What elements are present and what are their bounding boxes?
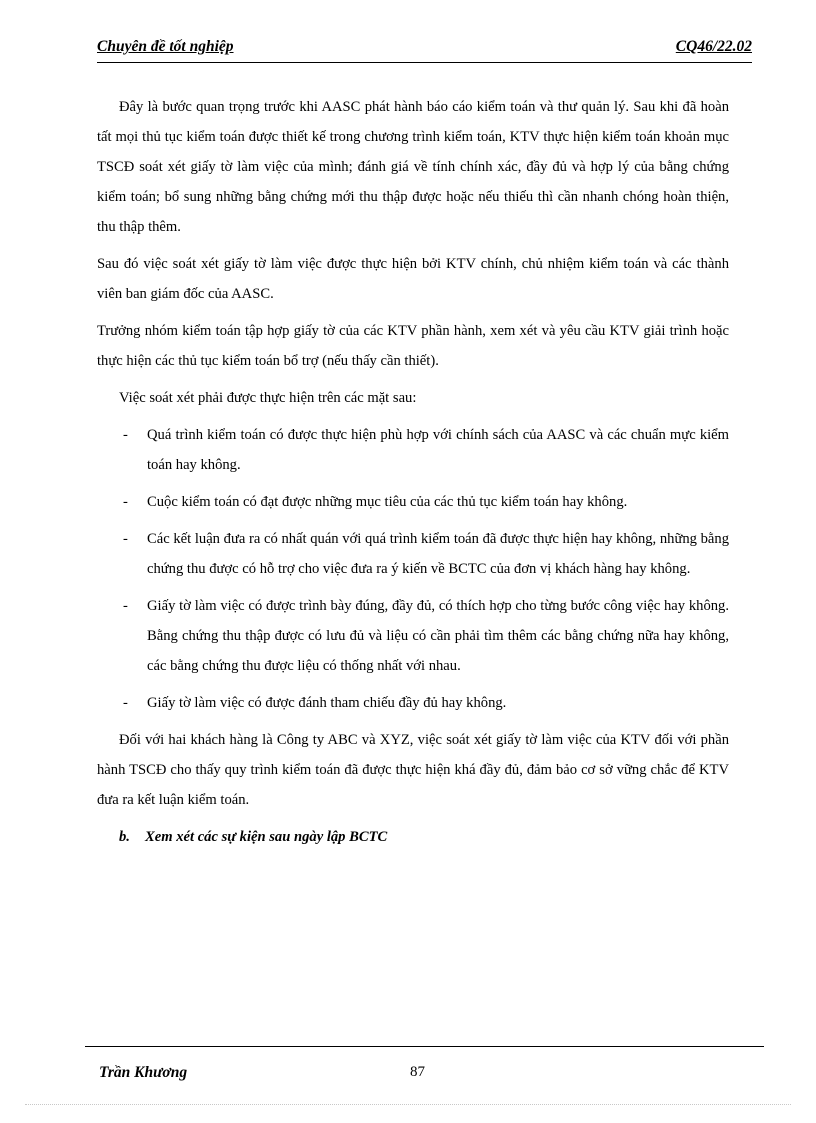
paragraph-review-aspects: Việc soát xét phải được thực hiện trên các mặt sau: [119, 390, 417, 406]
footer-author: Trần Khương [99, 1064, 188, 1081]
page-boundary-dots [25, 1104, 791, 1105]
footer-divider [85, 1046, 764, 1047]
header-code: CQ46/22.02 [675, 38, 752, 55]
list-item-text: Giấy tờ làm việc có được đánh tham chiếu đầy đủ hay không. [147, 695, 507, 711]
list-item-text: Quá trình kiểm toán có được thực hiện phù hợp với chính sách của AASC và các chuẩn mực kiểm toán hay không. [147, 427, 729, 473]
page-header [97, 38, 752, 63]
paragraph-intro: Đây là bước quan trọng trước khi AASC phát hành báo cáo kiểm toán và thư quản lý. Sau khi đã hoàn tất mọi thủ tục kiểm toán được thiết kế trong chương trình kiểm toán, KTV thực hiện kiểm toán khoản mục TSCĐ soát xét giấy tờ làm việc của mình; đánh giá về tính chính xác, đầy đủ và hợp lý của bằng chứng kiểm toán; bổ sung những bằng chứng mới thu thập được hoặc nếu thiếu thì cần nhanh chóng hoàn thiện, thu thập thêm. [97, 99, 729, 235]
list-item-text: Các kết luận đưa ra có nhất quán với quá trình kiểm toán đã được thực hiện hay không, những bằng chứng thu được có hỗ trợ cho việc đưa ra ý kiến về BCTC của đơn vị khách hàng hay không. [147, 531, 729, 577]
bullet-marker: - [123, 695, 128, 711]
paragraph-review-chain: Sau đó việc soát xét giấy tờ làm việc được thực hiện bởi KTV chính, chủ nhiệm kiểm toán và các thành viên ban giám đốc của AASC. [97, 256, 729, 302]
list-item-text: Giấy tờ làm việc có được trình bày đúng, đầy đủ, có thích hợp cho từng bước công việc hay không. Bằng chứng thu thập được có lưu đủ và liệu có cần phải tìm thêm các bằng chứng nữa hay không, các bằng chứng thu được liệu có thống nhất với nhau. [147, 598, 729, 674]
bullet-marker: - [123, 531, 128, 547]
list-item-text: Cuộc kiểm toán có đạt được những mục tiêu của các thủ tục kiểm toán hay không. [147, 494, 628, 510]
list-item [97, 487, 729, 517]
list-item [97, 420, 729, 480]
subheading-number: b. [119, 829, 130, 845]
list-item [97, 688, 729, 718]
subheading-title: Xem xét các sự kiện sau ngày lập BCTC [145, 829, 388, 845]
list-item [97, 524, 729, 584]
paragraph-conclusion: Đối với hai khách hàng là Công ty ABC và XYZ, việc soát xét giấy tờ làm việc của KTV đối với phần hành TSCĐ cho thấy quy trình kiểm toán đã được thực hiện khá đầy đủ, đảm bảo cơ sở vững chắc để KTV đưa ra kết luận kiểm toán. [97, 732, 729, 808]
document-body [97, 92, 729, 852]
bullet-marker: - [123, 598, 128, 614]
bullet-marker: - [123, 427, 128, 443]
paragraph-team-leader: Trưởng nhóm kiểm toán tập hợp giấy tờ của các KTV phần hành, xem xét và yêu cầu KTV giải trình hoặc thực hiện các thủ tục kiểm toán bổ trợ (nếu thấy cần thiết). [97, 323, 729, 369]
page-number: 87 [410, 1064, 425, 1080]
review-aspects-list [97, 420, 729, 718]
bullet-marker: - [123, 494, 128, 510]
list-item [97, 591, 729, 681]
subheading [119, 822, 729, 852]
header-title: Chuyên đề tốt nghiệp [97, 38, 234, 55]
